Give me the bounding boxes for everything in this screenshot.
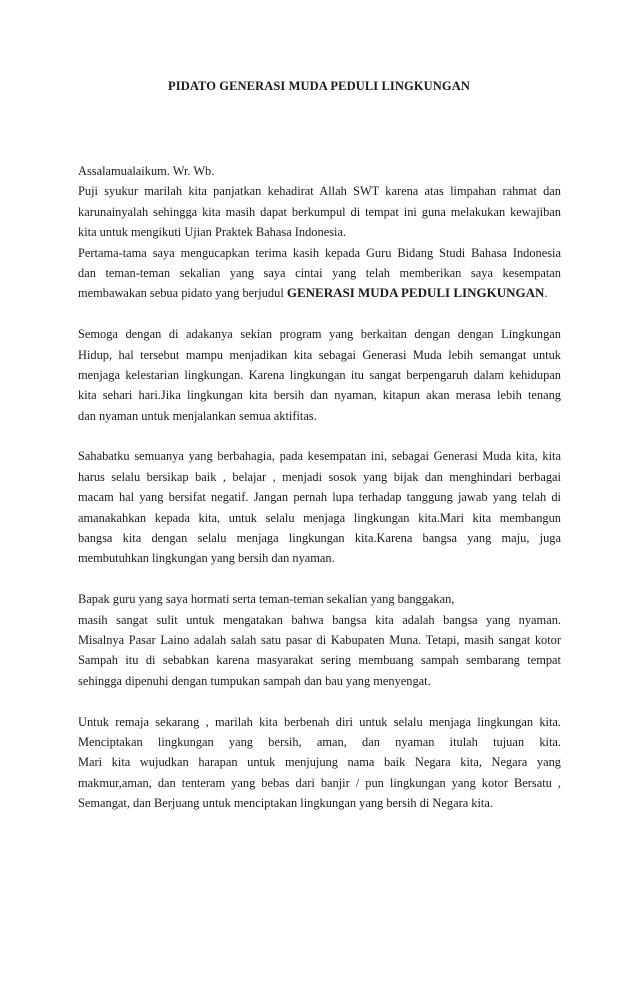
text-line: [78, 283, 561, 303]
paragraph-friends: [78, 446, 561, 568]
text-line: Misalnya Pasar Laino adalah salah satu pasar di Kabupaten Muna. Tetapi, masih sangat kotor: [78, 632, 561, 647]
text-line: sehingga dipenuhi dengan tumpukan sampah dan bau yang menyengat.: [78, 673, 431, 688]
text-line: Pertama-tama saya mengucapkan terima kasih kepada Guru Bidang Studi Bahasa Indonesia: [78, 245, 561, 260]
paragraph-gap: [78, 304, 561, 324]
text-line: Assalamualaikum. Wr. Wb.: [78, 164, 215, 178]
document-title: PIDATO GENERASI MUDA PEDULI LINGKUNGAN: [168, 79, 470, 93]
text-line: Bapak guru yang saya hormati serta teman-teman sekalian yang banggakan,: [78, 592, 455, 607]
text-line: dan nyaman untuk menjalankan semua aktifitas.: [78, 408, 317, 423]
text-line: membutuhkan lingkungan yang bersih dan nyaman.: [78, 551, 335, 566]
text-line: kita sehari hari.Jika lingkungan kita bersih dan nyaman, kitapun akan merasa lebih tenang: [78, 388, 561, 403]
text-line: Mari kita wujudkan harapan untuk menjujung nama baik Negara kita, Negara yang: [78, 755, 561, 770]
text-line: amanakahkan kepada kita, untuk selalu menjaga lingkungan kita.Mari kita membangun: [78, 510, 561, 525]
paragraph-gap: [78, 569, 561, 589]
paragraph-environment: [78, 324, 561, 426]
paragraph-opening: [78, 161, 561, 304]
text-line: masih sangat sulit untuk mengatakan bahwa bangsa kita adalah bangsa yang nyaman.: [78, 612, 561, 627]
text-line: kita untuk mengikuti Ujian Praktek Bahasa Indonesia.: [78, 225, 347, 240]
speech-title: GENERASI MUDA PEDULI LINGKUNGAN: [286, 285, 545, 301]
closing-text: membawakan sebua pidato yang berjudul: [78, 286, 287, 301]
paragraph-gap: [78, 691, 561, 711]
text-line: Semoga dengan di adakanya sekian program yang berkaitan dengan dengan Lingkungan: [78, 327, 561, 342]
text-line: Sahabatku semuanya yang berbahagia, pada kesempatan ini, sebagai Generasi Muda kita, kita: [78, 449, 561, 464]
document-body: [78, 161, 561, 814]
text-line: macam hal yang bersifat negatif. Jangan pernah lupa terhadap tanggung jawab yang telah di: [78, 490, 561, 505]
text-line: bangsa kita dengan selalu menjaga lingkungan kita.Karena bangsa yang maju, juga: [78, 531, 561, 546]
text-line: Hidup, hal tersebut mampu menjadikan kita sebagai Generasi Muda lebih semangat untuk: [78, 347, 561, 362]
text-line: dan teman-teman sekalian yang saya cintai yang telah memberikan saya kesempatan: [78, 265, 561, 280]
paragraph-closing: [78, 712, 561, 814]
paragraph-gap: [78, 426, 561, 446]
text-line: karunainyalah sehingga kita masih dapat berkumpul di tempat ini guna melakukan kewajiban: [78, 204, 561, 219]
text-line: Untuk remaja sekarang , marilah kita berbenah diri untuk selalu menjaga lingkungan kita.: [78, 714, 561, 729]
text-line: makmur,aman, dan tenteram yang bebas dari banjir / pun lingkungan yang kotor Bersatu ,: [78, 775, 561, 790]
text-line: Semangat, dan Berjuang untuk menciptakan lingkungan yang bersih di Negara kita.: [78, 796, 493, 811]
text-line: menjaga kelestarian lingkungan. Karena lingkungan itu sangat berpengaruh dalam kehidupan: [78, 367, 561, 382]
closing-punctuation: .: [544, 286, 548, 301]
text-line: harus selalu bersikap baik , belajar , menjadi sosok yang bijak dan menghindari berbagai: [78, 469, 561, 484]
text-line: Sampah itu di sebabkan karena masyarakat sering membuang sampah sembarang tempat: [78, 653, 561, 668]
text-line: Menciptakan lingkungan yang bersih, aman, dan nyaman itulah tujuan kita.: [78, 734, 561, 749]
text-line: Puji syukur marilah kita panjatkan kehadirat Allah SWT karena atas limpahan rahmat dan: [78, 184, 561, 199]
paragraph-example: [78, 589, 561, 691]
